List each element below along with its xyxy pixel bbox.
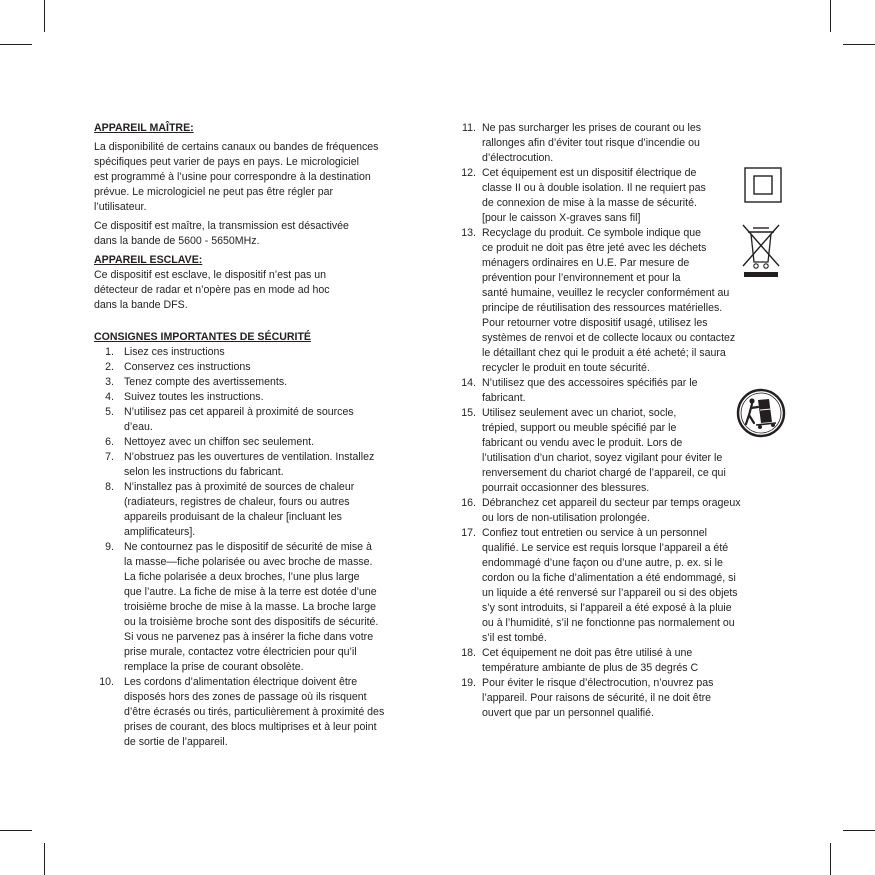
text-line: Conservez ces instructions: [124, 361, 251, 373]
master-heading: APPAREIL MAÎTRE:: [94, 122, 194, 134]
list-item: [94, 675, 434, 750]
text-line: d’électrocution.: [482, 152, 554, 164]
crop-mark: [44, 843, 45, 875]
text-line: endommagé d’une façon ou d’une autre, p. ex. si le: [482, 557, 723, 569]
item-number: 11.: [462, 122, 476, 134]
text-line: Si vous ne parvenez pas à insérer la fiche dans votre: [124, 631, 374, 643]
text-line: disposés hors des zones de passage où ils risquent: [124, 691, 367, 703]
list-item: [94, 450, 434, 480]
text-line: santé humaine, veuillez le recycler conformément au: [482, 287, 730, 299]
list-item: [94, 405, 434, 435]
text-line: Débranchez cet appareil du secteur par temps orageux: [482, 497, 741, 509]
item-number: 1.: [105, 346, 114, 358]
text-line: La disponibilité de certains canaux ou bandes de fréquences: [94, 141, 379, 153]
text-line: la masse—fiche polarisée ou avec broche de masse.: [124, 556, 373, 568]
text-line: principe de réutilisation des ressources matérielles.: [482, 302, 723, 314]
text-line: fabricant.: [482, 392, 526, 404]
text-line: La fiche polarisée a deux broches, l’une plus large: [124, 571, 360, 583]
item-number: 6.: [105, 436, 114, 448]
text-line: Les cordons d’alimentation électrique doivent être: [124, 676, 358, 688]
text-line: d’être écrasés ou tirés, particulièrement à proximité des: [124, 706, 385, 718]
text-line: ou à l’humidité, s’il ne fonctionne pas normalement ou: [482, 617, 735, 629]
text-line: Pour retourner votre dispositif usagé, utilisez les: [482, 317, 708, 329]
crop-mark: [0, 830, 32, 831]
text-line: N’obstruez pas les ouvertures de ventilation. Installez: [124, 451, 375, 463]
text-line: amplificateurs].: [124, 526, 196, 538]
crop-mark: [843, 830, 875, 831]
item-number: 5.: [105, 406, 114, 418]
double-square-class-ii-icon: [744, 167, 782, 203]
item-number: 16.: [461, 497, 476, 509]
text-line: détecteur de radar et n’opère pas en mode ad hoc: [94, 284, 330, 296]
text-line: rallonges afin d’éviter tout risque d’incendie ou: [482, 137, 700, 149]
list-item: [94, 360, 434, 375]
item-number: 4.: [105, 391, 114, 403]
text-line: un liquide a été renversé sur l’appareil ou si des objets: [482, 587, 738, 599]
list-item: [456, 676, 786, 721]
text-line: qualifié. Le service est requis lorsque l’appareil a été: [482, 542, 729, 554]
text-line: est programmé à l’usine pour correspondre à la destination: [94, 171, 371, 183]
crop-mark: [843, 44, 875, 45]
left-column: [94, 121, 434, 750]
text-line: Tenez compte des avertissements.: [124, 376, 288, 388]
item-number: 13.: [461, 227, 476, 239]
text-line: prise murale, contactez votre électricien pour qu’il: [124, 646, 357, 658]
text-line: Ne contournez pas le dispositif de sécurité de mise à: [124, 541, 372, 553]
list-item: [456, 226, 786, 376]
master-paragraph: [94, 140, 434, 215]
text-line: fabricant ou vendu avec le produit. Lors de: [482, 437, 683, 449]
text-line: ou lors de non-utilisation prolongée.: [482, 512, 650, 524]
list-item: [94, 480, 434, 540]
text-line: température ambiante de plus de 35 degrés C: [482, 662, 699, 674]
text-line: l’utilisateur.: [94, 201, 147, 213]
text-line: pourrait occasionner des blessures.: [482, 482, 650, 494]
item-number: 17.: [461, 527, 476, 539]
item-number: 14.: [461, 377, 476, 389]
text-line: Pour éviter le risque d’électrocution, n’ouvrez pas: [482, 677, 714, 689]
text-line: l’utilisation d’un chariot, soyez vigilant pour éviter le: [482, 452, 723, 464]
list-item: [456, 526, 786, 646]
text-line: Ce dispositif est maître, la transmission est désactivée: [94, 220, 349, 232]
cart-tip-over-warning-icon: [736, 388, 786, 438]
list-item: [456, 166, 786, 226]
list-item: [94, 540, 434, 675]
item-number: 12.: [461, 167, 476, 179]
text-line: l’appareil. Pour raisons de sécurité, il ne doit être: [482, 692, 712, 704]
text-line: trépied, support ou meuble spécifié par le: [482, 422, 677, 434]
text-line: prévue. Le micrologiciel ne peut pas être régler par: [94, 186, 334, 198]
text-line: de connexion de mise à la masse de sécurité.: [482, 197, 697, 209]
item-number: 7.: [105, 451, 114, 463]
text-line: [pour le caisson X-graves sans fil]: [482, 212, 641, 224]
text-line: classe II ou à double isolation. Il ne requiert pas: [482, 182, 706, 194]
list-item: [94, 435, 434, 450]
item-number: 18.: [461, 647, 476, 659]
list-item: [94, 345, 434, 360]
text-line: d’eau.: [124, 421, 153, 433]
text-line: recycler le produit en toute sécurité.: [482, 362, 650, 374]
list-item: [94, 375, 434, 390]
text-line: selon les instructions du fabricant.: [124, 466, 284, 478]
item-number: 19.: [461, 677, 476, 689]
text-line: spécifiques peut varier de pays en pays. Le micrologiciel: [94, 156, 359, 168]
text-line: ou la troisième broche sont des dispositifs de sécurité.: [124, 616, 379, 628]
text-line: que l’autre. La fiche de mise à la terre est dotée d’une: [124, 586, 377, 598]
text-line: dans la bande de 5600 - 5650MHz.: [94, 235, 260, 247]
safety-heading: CONSIGNES IMPORTANTES DE SÉCURITÉ: [94, 331, 311, 343]
item-number: 8.: [105, 481, 114, 493]
text-line: Ne pas surcharger les prises de courant ou les: [482, 122, 702, 134]
text-line: ce produit ne doit pas être jeté avec les déchets: [482, 242, 707, 254]
text-line: Nettoyez avec un chiffon sec seulement.: [124, 436, 315, 448]
slave-paragraph: [94, 268, 434, 313]
list-item: [456, 496, 786, 526]
text-line: le détaillant chez qui le produit a été acheté; il saura: [482, 347, 726, 359]
crop-mark: [0, 44, 32, 45]
text-line: ménagers ordinaires en U.E. Par mesure de: [482, 257, 690, 269]
text-line: Utilisez seulement avec un chariot, socle,: [482, 407, 677, 419]
text-line: remplace la prise de courant obsolète.: [124, 661, 304, 673]
slave-heading: APPAREIL ESCLAVE:: [94, 254, 203, 266]
text-line: systèmes de renvoi et de collecte locaux ou contactez: [482, 332, 736, 344]
text-line: de sortie de l’appareil.: [124, 736, 228, 748]
list-item: [94, 390, 434, 405]
text-line: Ce dispositif est esclave, le dispositif n’est pas un: [94, 269, 327, 281]
item-number: 10.: [99, 676, 114, 688]
text-line: renversement du chariot chargé de l’appareil, ce qui: [482, 467, 726, 479]
crop-mark: [830, 0, 831, 32]
text-line: troisième broche de mise à la masse. La broche large: [124, 601, 377, 613]
item-number: 9.: [105, 541, 114, 553]
text-line: cordon ou la fiche d’alimentation a été endommagé, si: [482, 572, 736, 584]
text-line: Suivez toutes les instructions.: [124, 391, 264, 403]
text-line: Cet équipement est un dispositif électrique de: [482, 167, 697, 179]
master-paragraph-2: [94, 219, 434, 249]
crop-mark: [44, 0, 45, 32]
text-line: Lisez ces instructions: [124, 346, 225, 358]
list-item: [456, 121, 786, 166]
crop-mark: [830, 843, 831, 875]
text-line: dans la bande DFS.: [94, 299, 188, 311]
text-line: Recyclage du produit. Ce symbole indique que: [482, 227, 702, 239]
text-line: Cet équipement ne doit pas être utilisé à une: [482, 647, 693, 659]
text-line: Confiez tout entretien ou service à un personnel: [482, 527, 707, 539]
item-number: 3.: [105, 376, 114, 388]
text-line: N’installez pas à proximité de sources de chaleur: [124, 481, 355, 493]
safety-list-left: [94, 345, 434, 750]
text-line: appareils produisant de la chaleur [incluant les: [124, 511, 342, 523]
text-line: prises de courant, des blocs multiprises et à leur point: [124, 721, 377, 733]
text-line: prévention pour l’environnement et pour la: [482, 272, 681, 284]
crossed-out-bin-icon: [740, 222, 782, 280]
text-line: (radiateurs, registres de chaleur, fours ou autres: [124, 496, 350, 508]
text-line: s’y sont introduits, si l’appareil a été exposé à la pluie: [482, 602, 732, 614]
item-number: 15.: [461, 407, 476, 419]
item-number: 2.: [105, 361, 114, 373]
text-line: N’utilisez que des accessoires spécifiés par le: [482, 377, 698, 389]
text-line: ouvert que par un personnel qualifié.: [482, 707, 654, 719]
text-line: N’utilisez pas cet appareil à proximité de sources: [124, 406, 354, 418]
text-line: s’il est tombé.: [482, 632, 547, 644]
list-item: [456, 646, 786, 676]
